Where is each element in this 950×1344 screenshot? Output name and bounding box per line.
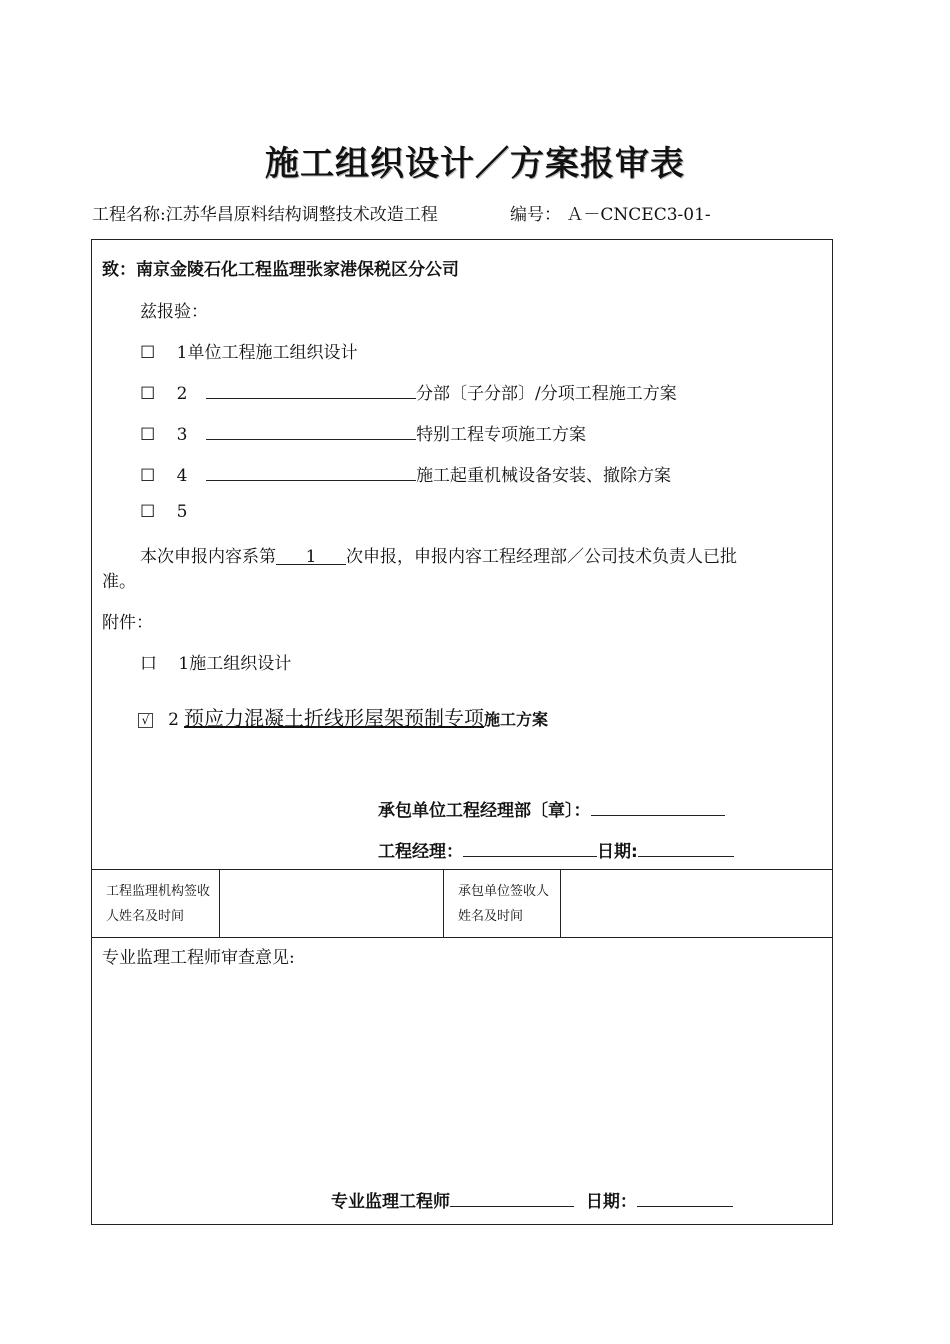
report-suffix: 次申报，申报内容工程经理部／公司技术负责人已批	[346, 547, 737, 567]
form-number	[510, 200, 711, 225]
checkbox-icon[interactable]: ☐	[140, 384, 156, 404]
manager-field[interactable]	[463, 839, 597, 857]
engineer-label: 专业监理工程师	[331, 1192, 450, 1212]
item-number: 3	[176, 425, 188, 445]
report-prefix: 本次申报内容系第	[140, 547, 276, 567]
review-opinion-label: 专业监理工程师审查意见:	[102, 948, 295, 968]
attachment-text: 1施工组织设计	[178, 654, 292, 674]
item-number: 2	[176, 384, 188, 404]
manager-label: 工程经理：	[378, 842, 463, 862]
list-item	[140, 502, 187, 522]
item-blank-field[interactable]	[206, 463, 416, 481]
contractor-seal-field[interactable]	[591, 798, 725, 816]
checkbox-icon[interactable]: ☐	[140, 466, 156, 486]
divider	[92, 937, 832, 938]
divider	[443, 869, 444, 937]
form-table	[91, 239, 833, 1225]
page-title: 施工组织设计／方案报审表	[265, 144, 685, 184]
attachment-item	[138, 702, 548, 731]
attachments-label: 附件：	[102, 613, 153, 633]
review-opinion-field[interactable]	[102, 970, 822, 1170]
checkbox-icon[interactable]: 口	[140, 654, 157, 674]
item-text: 分部〔子分部〕/分项工程施工方案	[416, 384, 677, 404]
contractor-label: 承包单位工程经理部〔章〕：	[378, 801, 591, 821]
item-text: 特别工程专项施工方案	[416, 425, 587, 445]
item-blank-field[interactable]	[206, 422, 416, 440]
item-number: 5	[176, 502, 188, 522]
engineer-signature-field[interactable]	[450, 1189, 574, 1207]
attachment-underlined-text: 预应力混凝土折线形屋架预制专项	[184, 706, 485, 730]
manager-line	[378, 837, 734, 862]
contractor-receipt-label: 承包单位签收人姓名及时间	[458, 884, 550, 924]
project-name: 工程名称:江苏华昌原料结构调整技术改造工程	[92, 205, 438, 225]
form-number-value: Ａ－CNCEC3-01-	[566, 205, 711, 225]
contractor-seal-line	[378, 796, 725, 821]
engineer-signature-line	[331, 1187, 733, 1212]
review-date-field[interactable]	[637, 1189, 733, 1207]
list-item	[140, 461, 671, 486]
list-item	[140, 379, 677, 404]
intro-text: 兹报验：	[140, 302, 208, 322]
supervisor-receipt-field[interactable]	[222, 872, 440, 934]
divider	[92, 869, 832, 870]
checkbox-icon[interactable]: ☐	[140, 343, 156, 363]
addressee: 致：南京金陵石化工程监理张家港保税区分公司	[102, 260, 459, 280]
checkbox-icon[interactable]: ☐	[140, 502, 156, 522]
report-statement	[140, 542, 737, 567]
report-count[interactable]: 1	[276, 547, 346, 565]
attachment-number: 2	[168, 710, 179, 730]
attachment-tail: 施工方案	[484, 710, 549, 729]
contractor-receipt-field[interactable]	[563, 872, 828, 934]
divider	[560, 869, 561, 937]
list-item	[140, 420, 586, 445]
checked-box-icon[interactable]: √	[138, 713, 153, 728]
date-field[interactable]	[638, 839, 734, 857]
date-label: 日期:	[597, 842, 638, 862]
item-text: 施工起重机械设备安装、撤除方案	[416, 466, 672, 486]
review-date-label: 日期：	[585, 1192, 637, 1212]
divider	[219, 869, 220, 937]
list-item	[140, 338, 357, 363]
checkbox-icon[interactable]: ☐	[140, 425, 156, 445]
supervisor-receipt-label: 工程监理机构签收人姓名及时间	[106, 884, 211, 924]
form-number-label: 编号：	[510, 205, 561, 225]
item-number: 4	[176, 466, 188, 486]
attachment-item	[140, 649, 291, 674]
item-blank-field[interactable]	[206, 381, 416, 399]
item-text: 1单位工程施工组织设计	[176, 343, 358, 363]
report-statement-cont: 准。	[102, 572, 136, 592]
